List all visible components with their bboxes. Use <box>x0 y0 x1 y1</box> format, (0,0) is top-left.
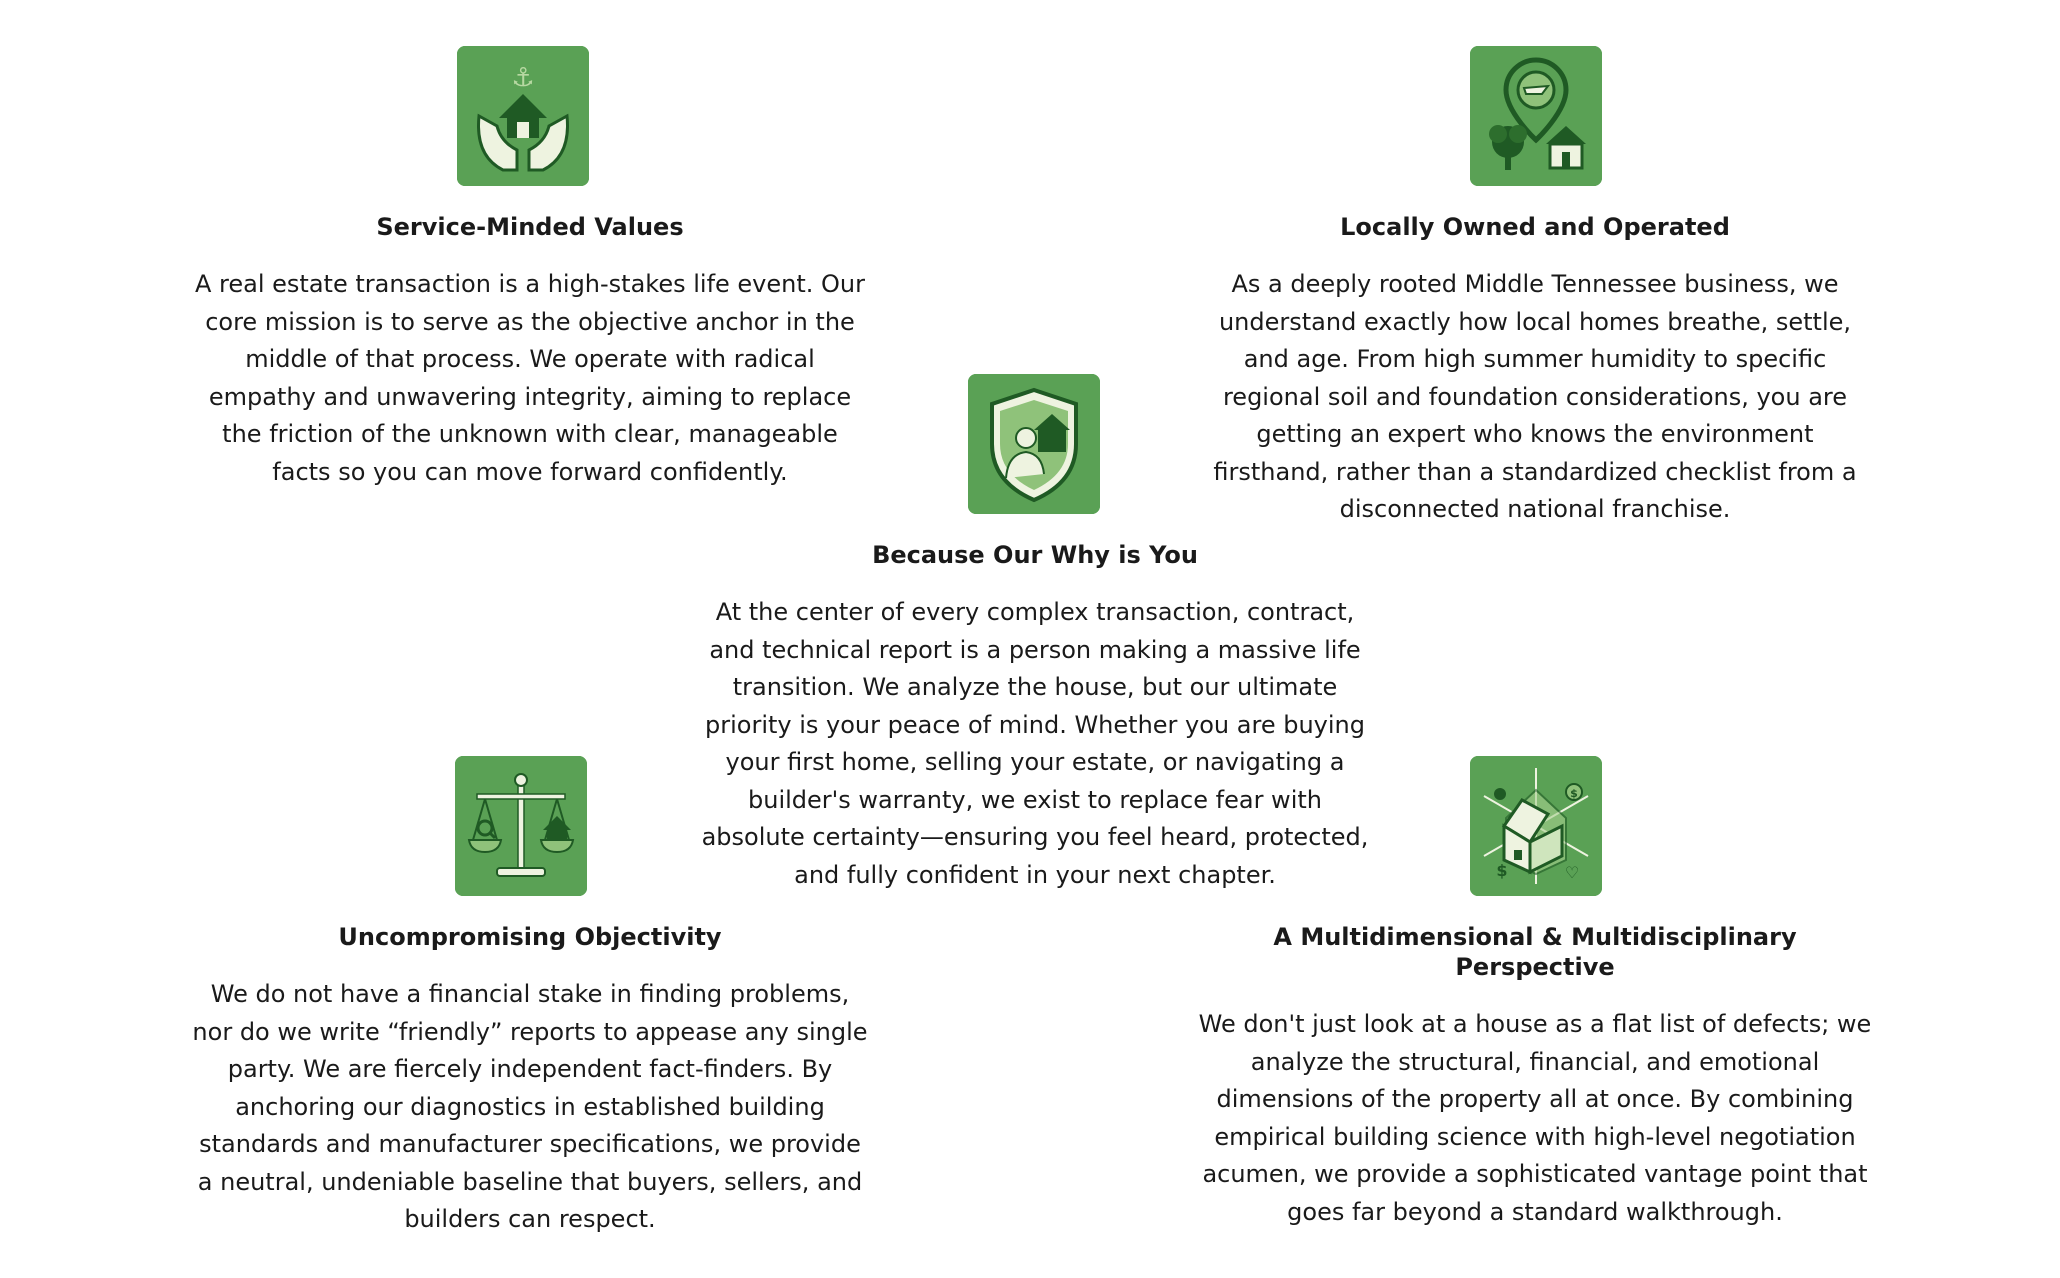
svg-text:⚓: ⚓ <box>511 63 535 93</box>
feature-title: Locally Owned and Operated <box>1340 213 1730 241</box>
balance-scale-icon <box>455 756 587 896</box>
shield-person-house-icon <box>968 374 1100 514</box>
location-pin-tree-house-icon <box>1470 46 1602 186</box>
feature-title: Uncompromising Objectivity <box>338 923 722 951</box>
svg-text:♡: ♡ <box>1564 863 1580 882</box>
feature-body: As a deeply rooted Middle Tennessee business, we understand exactly how local homes breathe, settle, and age. From high summer humidity to specific regional soil and foundation considerations, you are getting an expert who knows the environment firsthand, rather than a standardized checklist from a disconnected national franchise. <box>1213 270 1857 523</box>
feature-multidimensional <box>1195 756 1875 1231</box>
feature-body: We do not have a financial stake in finding problems, nor do we write “friendly” reports to appease any single party. We are fiercely independent fact-finders. By anchoring our diagnostics in established building standards and manufacturer specifications, we provide a neutral, undeniable baseline that buyers, sellers, and builders can respect. <box>192 980 868 1233</box>
feature-body: At the center of every complex transaction, contract, and technical report is a person making a massive life transition. We analyze the house, but our ultimate priority is your peace of mind. Whether you are buying your first home, selling your estate, or navigating a builder's warranty, we exist to replace fear with absolute certainty—ensuring you feel heard, protected, and fully confident in your next chapter. <box>701 598 1369 889</box>
feature-title: Service-Minded Values <box>376 213 684 241</box>
feature-body: We don't just look at a house as a flat list of defects; we analyze the structural, financial, and emotional dimensions of the property all at once. By combining empirical building science with high-level negotiation acumen, we provide a sophisticated vantage point that goes far beyond a standard walkthrough. <box>1198 1010 1872 1226</box>
feature-title: Because Our Why is You <box>872 541 1198 569</box>
feature-objectivity <box>190 756 870 1239</box>
feature-title: A Multidimensional & Multidisciplinary Perspective <box>1273 923 1797 981</box>
svg-text:$: $ <box>1570 787 1578 800</box>
hands-holding-house-icon <box>457 46 589 186</box>
multidimensional-house-icon <box>1470 756 1602 896</box>
feature-body: A real estate transaction is a high-stakes life event. Our core mission is to serve as the objective anchor in the middle of that process. We operate with radical empathy and unwavering integrity, aiming to replace the friction of the unknown with clear, manageable facts so you can move forward confidently. <box>195 270 865 486</box>
svg-text:$: $ <box>1496 861 1508 880</box>
